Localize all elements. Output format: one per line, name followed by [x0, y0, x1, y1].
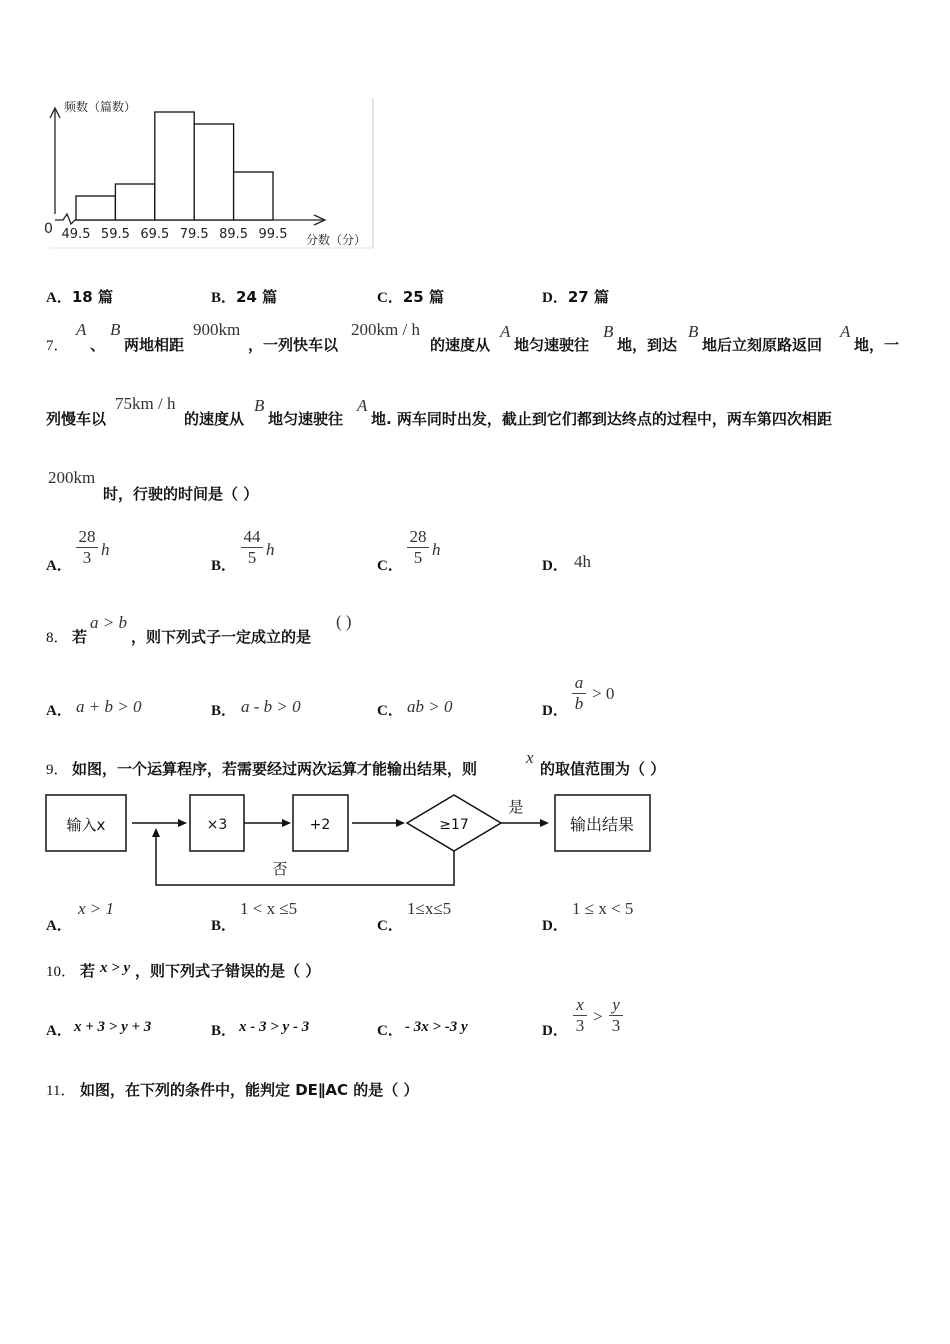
q8-option-a-text: a + b > 0	[76, 697, 142, 716]
histogram-bar	[155, 112, 194, 220]
x-tick-label: 99.5	[258, 227, 288, 242]
q10-option-a-label: A．	[46, 1023, 72, 1039]
q9-text-2: 的取值范围为（ ）	[540, 760, 666, 778]
q10-option-c-expr: - 3x > -3 y	[405, 1019, 468, 1035]
q7-text-7: 地，一	[854, 336, 900, 354]
q7-point-a: A	[76, 320, 87, 339]
histogram-bar	[234, 172, 273, 220]
q10-option-a-expr: x + 3 > y + 3	[74, 1019, 152, 1035]
flow-add-label: +2	[309, 817, 331, 833]
q8-option-c-label: C．	[377, 703, 403, 719]
flowchart	[40, 788, 660, 892]
x-tick-label: 59.5	[100, 227, 130, 242]
q8-option-b-label: B．	[211, 703, 237, 719]
q7-speed-2: 75km / h	[115, 394, 176, 413]
q7-sep: 、	[90, 336, 106, 354]
q6-option-d[interactable]	[542, 286, 609, 307]
q9-option-b-label: B．	[211, 918, 237, 934]
q6-option-d-label: D．	[542, 290, 568, 306]
q8-text-1: 若	[72, 628, 88, 646]
q7-point-a-3: A	[840, 322, 851, 341]
origin-label: 0	[44, 221, 53, 237]
q7-text-5: 地，到达	[617, 336, 678, 354]
q7-point-b: B	[110, 320, 121, 339]
x-tick-label: 69.5	[140, 227, 170, 242]
q10-option-d-fraction-2	[609, 996, 623, 1035]
q6-option-a[interactable]	[46, 286, 113, 307]
q8-option-d-fraction	[572, 674, 586, 713]
q9-option-a-text: x > 1	[78, 899, 115, 918]
q9-option-d-text: 1 ≤ x < 5	[572, 899, 634, 918]
q7-line2-text-c: 地匀速驶往	[268, 410, 344, 428]
q10-condition	[100, 960, 130, 977]
q8-option-c-text: ab > 0	[407, 697, 453, 716]
q7-point-b-2: B	[603, 322, 614, 341]
flow-condition-label: ≥17	[439, 817, 469, 833]
q9-number: 9．	[46, 762, 69, 778]
q10-option-b-label: B．	[211, 1023, 237, 1039]
q6-option-d-text: 27 篇	[567, 288, 609, 306]
q7-option-d-label: D．	[542, 558, 568, 574]
histogram-bars	[76, 112, 273, 220]
y-axis-label: 频数（篇数）	[64, 100, 137, 114]
histogram-svg	[40, 96, 380, 256]
x-axis-label: 分数（分）	[306, 233, 367, 247]
q10-option-d-numerator-1: x	[576, 995, 584, 1014]
q7-text-6: 地后立刻原路返回	[702, 336, 823, 354]
q7-text-3: 的速度从	[430, 336, 491, 354]
q7-option-c-numerator: 28	[409, 527, 427, 546]
q8-option-d-rest: > 0	[592, 684, 615, 703]
q7-option-a-denominator: 3	[82, 548, 92, 567]
q7-text-4: 地匀速驶往	[514, 336, 590, 354]
q8-condition: a > b	[90, 613, 127, 632]
q9-option-c-label: C．	[377, 918, 403, 934]
q10-option-b-expr: x - 3 > y - 3	[239, 1019, 310, 1035]
q7-line3-distance: 200km	[48, 468, 96, 487]
x-tick-label: 49.5	[61, 227, 91, 242]
q7-option-a-unit: h	[101, 540, 110, 559]
q11-number: 11．	[46, 1083, 76, 1099]
q7-option-b-denominator: 5	[247, 548, 257, 567]
q7-option-c-unit: h	[432, 540, 441, 559]
q9-option-a-label: A．	[46, 918, 72, 934]
q7-text-1: 两地相距	[124, 336, 185, 354]
q7-option-a-label: A．	[46, 558, 72, 574]
q7-line2-text-d: 地. 两车同时出发，截止到它们都到达终点的过程中，两车第四次相距	[371, 410, 832, 428]
histogram-figure	[40, 96, 380, 256]
q7-option-c-label: C．	[377, 558, 403, 574]
flow-loop-arrowhead	[152, 828, 160, 837]
q8-option-d-denominator: b	[574, 694, 584, 713]
q6-option-b-text: 24 篇	[236, 288, 278, 306]
q8-paren: ( )	[336, 612, 352, 631]
histogram-bar	[76, 196, 115, 220]
q9-option-c-text: 1≤x≤5	[407, 899, 452, 918]
flow-arrowhead-3	[396, 819, 405, 827]
q7-option-b-numerator: 44	[243, 527, 261, 546]
q7-option-a-fraction	[76, 528, 98, 567]
q11-text: 如图，在下列的条件中，能判定 DE∥AC 的是（ ）	[80, 1081, 419, 1099]
q9-option-d-label: D．	[542, 918, 568, 934]
q6-option-b[interactable]	[211, 286, 277, 307]
histogram-bar	[115, 184, 154, 220]
x-tick-label: 79.5	[179, 227, 209, 242]
q7-point-b-3: B	[688, 322, 699, 341]
q10-option-a-text	[74, 1019, 151, 1036]
q7-option-d-text: 4h	[574, 552, 591, 571]
q10-text-1: 若	[80, 962, 96, 980]
q10-option-c-text	[405, 1019, 468, 1036]
q10-option-d-label: D．	[542, 1023, 568, 1039]
q9-variable: x	[526, 748, 534, 767]
q7-point-b-4: B	[254, 396, 265, 415]
flow-multiply-label: ×3	[206, 817, 228, 833]
q7-option-c-fraction	[407, 528, 429, 567]
q7-line3-text: 时，行驶的时间是（ ）	[103, 485, 259, 503]
q10-option-d-denominator-1: 3	[575, 1016, 585, 1035]
histogram-bar	[194, 124, 233, 220]
q10-text-2: ，则下列式子错误的是（ ）	[135, 962, 321, 980]
q7-line2-text-a: 列慢车以	[46, 410, 107, 428]
flow-yes-label: 是	[508, 798, 524, 816]
q10-number: 10．	[46, 964, 77, 980]
q6-option-c[interactable]	[377, 286, 444, 307]
flow-output-label: 输出结果	[569, 815, 635, 834]
q7-text-2: ，一列快车以	[248, 336, 339, 354]
q10-option-c-label: C．	[377, 1023, 403, 1039]
flow-no-label: 否	[272, 860, 288, 878]
q6-option-a-label: A．	[46, 290, 72, 306]
q6-option-a-text: 18 篇	[71, 288, 113, 306]
q7-option-b-fraction	[241, 528, 263, 567]
q7-number: 7．	[46, 338, 69, 354]
q7-point-a-4: A	[357, 396, 368, 415]
q10-option-d-denominator-2: 3	[611, 1016, 621, 1035]
q7-option-a-numerator: 28	[78, 527, 96, 546]
flow-arrowhead-1	[178, 819, 187, 827]
flow-arrowhead-2	[282, 819, 291, 827]
flow-arrowhead-yes	[540, 819, 549, 827]
q7-distance-value: 900km	[193, 320, 241, 339]
q10-option-d-operator: >	[593, 1007, 603, 1026]
q10-condition-text: x > y	[100, 960, 131, 976]
x-tick-label: 89.5	[219, 227, 249, 242]
q8-number: 8．	[46, 630, 69, 646]
q8-option-a-label: A．	[46, 703, 72, 719]
q8-option-d-numerator: a	[574, 673, 584, 692]
q8-option-b-text: a - b > 0	[241, 697, 301, 716]
q10-option-d-fraction-1	[573, 996, 587, 1035]
q10-option-b-text	[239, 1019, 309, 1036]
q6-option-c-label: C．	[377, 290, 403, 306]
q6-option-c-text: 25 篇	[402, 288, 444, 306]
q7-option-b-unit: h	[266, 540, 275, 559]
q7-line2-text-b: 的速度从	[184, 410, 245, 428]
q7-speed-1: 200km / h	[351, 320, 420, 339]
flow-input-label: 输入x	[66, 816, 106, 834]
q6-option-b-label: B．	[211, 290, 237, 306]
histogram-ticks	[62, 227, 288, 242]
q7-point-a-2: A	[500, 322, 511, 341]
flowchart-svg	[40, 788, 660, 892]
q8-option-d-label: D．	[542, 703, 568, 719]
q7-option-c-denominator: 5	[413, 548, 423, 567]
q9-option-b-text: 1 < x ≤5	[240, 899, 298, 918]
q8-text-2: ，则下列式子一定成立的是	[131, 628, 312, 646]
q7-option-b-label: B．	[211, 558, 237, 574]
q9-text-1: 如图，一个运算程序，若需要经过两次运算才能输出结果，则	[72, 760, 478, 778]
q10-option-d-numerator-2: y	[612, 995, 620, 1014]
q7-distance	[193, 320, 240, 340]
